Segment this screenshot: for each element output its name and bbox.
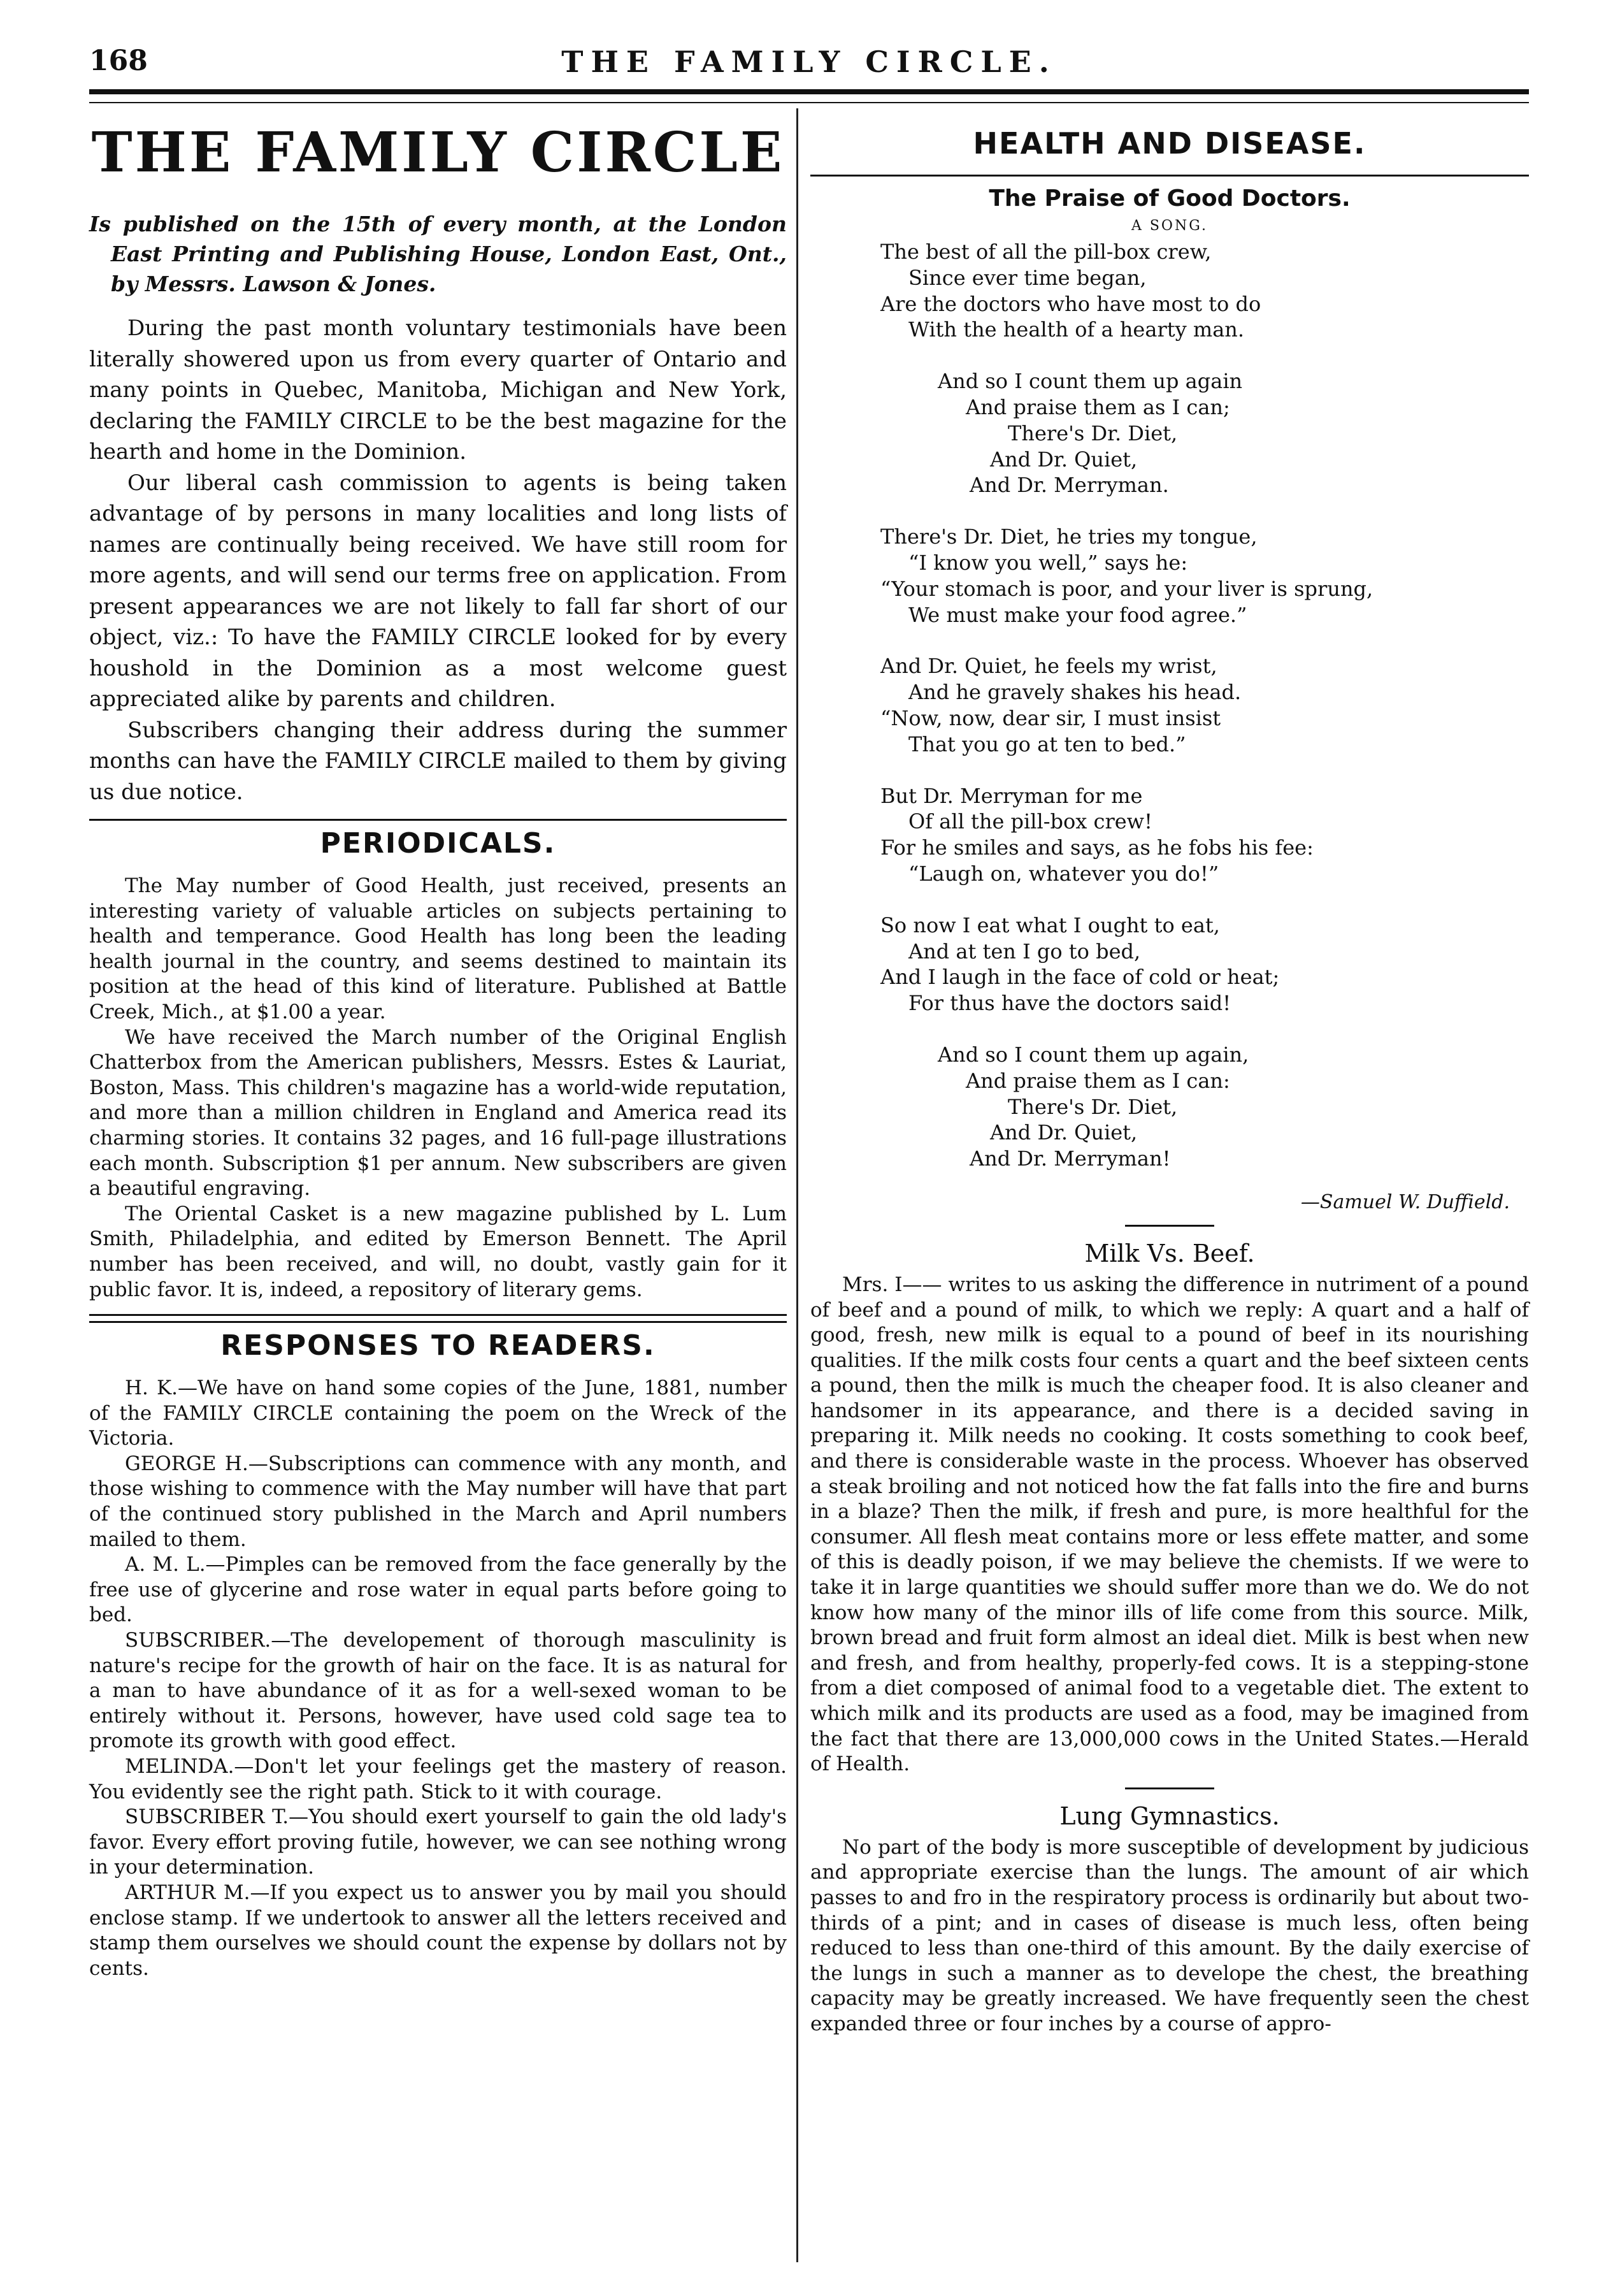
poem-line: For he smiles and says, as he fobs his fee:	[880, 835, 1314, 860]
poem-line: There's Dr. Diet, he tries my tongue,	[880, 524, 1258, 549]
section-rule	[810, 175, 1529, 177]
poem-title: The Praise of Good Doctors.	[989, 185, 1351, 212]
left-column	[89, 121, 787, 1981]
periodicals-heading: PERIODICALS.	[320, 827, 556, 860]
poem-line: For thus have the doctors said!	[908, 991, 1231, 1016]
poem-stanza	[938, 368, 1529, 498]
periodical-item: The May number of Good Health, just received, presents an interesting variety of valuable articles on subjects pertaining to health and temperance. Good Health has long been the leading health journal in the country, and seems destined to maintain its position at the head of this kind of literature. Published at Battle Creek, Mich., at $1.00 a year.	[89, 874, 787, 1023]
poem-line: We must make your food agree.”	[908, 602, 1247, 627]
poem-line: So now I eat what I ought to eat,	[880, 913, 1220, 937]
poem-stanza	[880, 524, 1529, 628]
article-separator	[1125, 1787, 1214, 1789]
poem-line: And praise them as I can;	[966, 394, 1230, 419]
poem-stanza	[938, 1042, 1529, 1172]
section-rule	[89, 1321, 787, 1323]
poem-stanza	[880, 239, 1529, 343]
page-number: 168	[89, 45, 148, 77]
article-separator	[1125, 1225, 1214, 1227]
periodical-item: The Oriental Casket is a new magazine published by L. Lum Smith, Philadelphia, and edited by Emerson Bennett. The April number has been received, and will, no doubt, vastly gain for it public favor. It is, indeed, a repository of literary gems.	[89, 1202, 787, 1301]
header-rule-thick	[89, 89, 1529, 94]
right-column	[810, 121, 1529, 2037]
poem-line: And Dr. Quiet,	[990, 447, 1138, 472]
poem-line: There's Dr. Diet,	[1008, 1094, 1178, 1119]
lung-article-title: Lung Gymnastics.	[1059, 1801, 1280, 1830]
poem-line: And Dr. Merryman!	[970, 1146, 1171, 1171]
milk-article-title: Milk Vs. Beef.	[1084, 1239, 1255, 1267]
response-item: ARTHUR M.—If you expect us to answer you by mail you should enclose stamp. If we undertook to answer all the letters received and stamp them ourselves we should count the expense by dollars not by cents.	[89, 1881, 787, 1980]
poem-line: And Dr. Quiet,	[990, 1120, 1138, 1145]
poem-line: And at ten I go to bed,	[908, 939, 1141, 964]
poem-line: “Your stomach is poor, and your liver is sprung,	[880, 576, 1373, 601]
poem-line: And so I count them up again	[938, 369, 1243, 394]
masthead-title: THE FAMILY CIRCLE	[91, 120, 785, 185]
response-item: H. K.—We have on hand some copies of the June, 1881, number of the FAMILY CIRCLE containing the poem on the Wreck of the Victoria.	[89, 1376, 787, 1450]
poem-line: With the health of a hearty man.	[908, 317, 1245, 342]
poem-stanza	[880, 783, 1529, 887]
poem-label: A SONG.	[1131, 218, 1208, 234]
column-divider	[796, 108, 798, 2262]
poem-stanza	[880, 913, 1529, 1016]
response-item: SUBSCRIBER T.—You should exert yourself to gain the old lady's favor. Every effort proving futile, however, we can see nothing wrong in your determination.	[89, 1805, 787, 1879]
poem-line: And Dr. Merryman.	[970, 473, 1169, 498]
publication-notice: Is published on the 15th of every month, at the London East Printing and Publishing House, London East, Ont., by Messrs. Lawson & Jones.	[89, 212, 787, 296]
poem-line: And Dr. Quiet, he feels my wrist,	[880, 654, 1217, 679]
poem-line: “I know you well,” says he:	[908, 550, 1188, 575]
poem-line: Of all the pill-box crew!	[908, 809, 1152, 834]
editorial-paragraph: Subscribers changing their address during the summer months can have the FAMILY CIRCLE mailed to them by giving us due notice.	[89, 717, 787, 805]
response-item: MELINDA.—Don't let your feelings get the mastery of reason. You evidently see the right path. Stick to it with courage.	[89, 1755, 787, 1803]
section-rule	[89, 819, 787, 821]
poem-line: And he gravely shakes his head.	[908, 680, 1242, 705]
journal-name: THE FAMILY CIRCLE.	[561, 45, 1057, 79]
health-disease-heading: HEALTH AND DISEASE.	[973, 126, 1366, 161]
poem-stanza	[880, 653, 1529, 757]
poem-line: “Laugh on, whatever you do!”	[908, 861, 1219, 886]
running-head	[89, 45, 1529, 83]
editorial-paragraph: During the past month voluntary testimonials have been literally showered upon us from every quarter of Ontario and many points in Quebec, Manitoba, Michigan and New York, declaring the FAMILY CIRCLE to be the best magazine for the hearth and home in the Dominion.	[89, 315, 787, 465]
response-item: SUBSCRIBER.—The developement of thorough masculinity is nature's recipe for the growth of hair on the face. It is as natural for a man to have abundance of it as for a well-sexed woman to be entirely without it. Persons, however, have used cold sage tea to promote its growth with good effect.	[89, 1629, 787, 1753]
section-rule	[89, 1314, 787, 1316]
editorial-paragraph: Our liberal cash commission to agents is being taken advantage of by persons in many localities and long lists of names are continually being received. We have still room for more agents, and will send our terms free on application. From present appearances we are not likely to fall far short of our object, viz.: To have the FAMILY CIRCLE looked for by every houshold in the Dominion as a most welcome guest appreciated alike by parents and children.	[89, 470, 787, 712]
responses-heading: RESPONSES TO READERS.	[220, 1329, 656, 1362]
poem-line: The best of all the pill-box crew,	[880, 240, 1212, 264]
header-rule-thin	[89, 102, 1529, 103]
poem-line: And praise them as I can:	[966, 1068, 1230, 1093]
poem-line: Are the doctors who have most to do	[880, 291, 1261, 316]
poem-line: And so I count them up again,	[938, 1042, 1249, 1067]
poem-line: And I laugh in the face of cold or heat;	[880, 965, 1280, 990]
poem-line: Since ever time began,	[908, 265, 1147, 290]
response-item: A. M. L.—Pimples can be removed from the face generally by the free use of glycerine and rose water in equal parts before going to bed.	[89, 1553, 787, 1627]
poem-line: But Dr. Merryman for me	[880, 783, 1143, 808]
milk-article-text: Mrs. I—— writes to us asking the difference in nutriment of a pound of beef and a pound of milk, to which we reply: A quart and a half of good, fresh, new milk is equal to a pound of beef in its nourishing qualities. If the milk costs four cents a quart and the beef sixteen cents a pound, then the milk is much the cheaper food. It is also cleaner and handsomer in its appearance, and there is a decided saving in preparing it. Milk needs no cooking. It costs something to cook beef, and there is considerable waste in the process. Whoever has observed a steak broiling and not noticed how the fat falls into the fire and burns in a blaze? Then the milk, if fresh and pure, is more healthful for the consumer. All flesh meat contains more or less effete matter, and some of this is deadly poison, if we may believe the chemists. If we were to take it in large quantities we should suffer more than we do. We do not know how many of the minor ills of life come from this source. Milk, brown bread and fruit form almost an ideal diet. Milk is best when new and fresh, and from healthy, properly-fed cows. It is a stepping-stone from a diet composed of animal food to a vegetable diet. The extent to which milk and its products are used as a food, may be imagined from the fact that there are 13,000,000 cows in the United States.—Herald of Health.	[810, 1273, 1529, 1776]
poem-attribution: —Samuel W. Duffield.	[1300, 1190, 1510, 1213]
poem-line: “Now, now, dear sir, I must insist	[880, 705, 1221, 730]
response-item: GEORGE H.—Subscriptions can commence with any month, and those wishing to commence with the May number will have that part of the continued story published in the March and April numbers mailed to them.	[89, 1452, 787, 1551]
periodical-item: We have received the March number of the Original English Chatterbox from the American publishers, Messrs. Estes & Lauriat, Boston, Mass. This children's magazine has a world-wide reputation, and more than a million children in England and America read its charming stories. It contains 32 pages, and 16 full-page illustrations each month. Subscription $1 per annum. New subscribers are given a beautiful engraving.	[89, 1025, 787, 1201]
poem-line: That you go at ten to bed.”	[908, 732, 1186, 756]
poem-line: There's Dr. Diet,	[1008, 421, 1178, 445]
lung-article-text: No part of the body is more susceptible of development by judicious and appropriate exercise than the lungs. The amount of air which passes to and fro in the respiratory process is ordinarily but about two-thirds of a pint; and in cases of disease is much less, often being reduced to less than one-third of this amount. By the daily exercise of the lungs in such a manner as to develope the chest, the breathing capacity may be greatly increased. We have frequently seen the chest expanded three or four inches by a course of appro-	[810, 1835, 1529, 2035]
